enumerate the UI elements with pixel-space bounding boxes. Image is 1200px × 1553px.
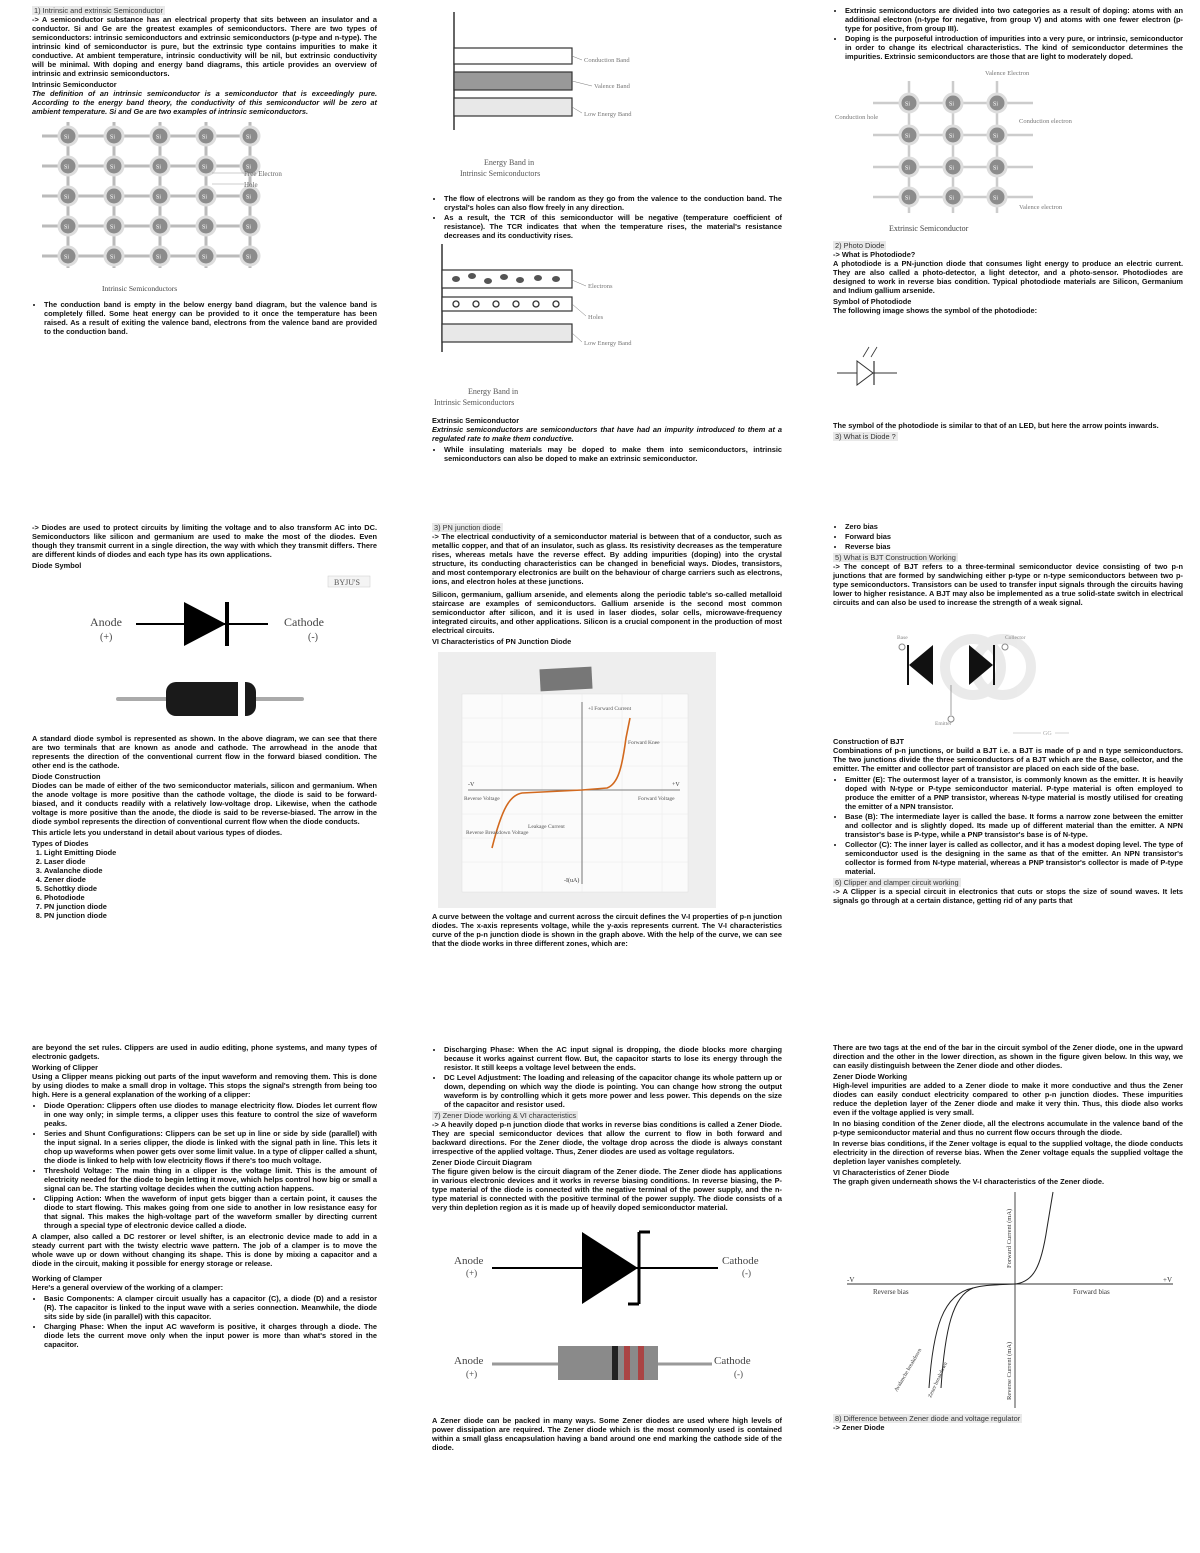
atom-label: Si (993, 101, 999, 108)
paragraph: A curve between the voltage and current across the circuit defines the V-I properties of p-n junction diodes. The x-axis represents voltage, while the y-axis represents current. The V-I characteristics curve of the p-n junction diode is shown in the graph above. With the help of the curve, we can see that the diode works in three different zones, which are: (432, 912, 782, 948)
paragraph: In reverse bias conditions, if the Zener voltage is equal to the supplied voltage, the diode conducts electricity in the direction of reverse bias. When the Zener voltage equals the supplied voltage the depletion layer vanishes completely. (833, 1139, 1183, 1166)
atom-label: Si (246, 194, 252, 201)
paragraph: -> A Clipper is a special circuit in electronics that cuts or stops the size of sound waves. It lets signals go through at a certain distance, getting rid of any parts that (833, 887, 1183, 905)
list-item: • Extrinsic semiconductors are divided into two categories as a result of doping: atoms with an additional electron (n-type for negative, from group V) and atoms with one fewer electron (p-type for positive, from group III). (845, 6, 1183, 33)
list-item: • Series and Shunt Configurations: Clippers can be set up in line or side by side (parallel) with the input signal. In a series clipper, the diode is linked with the signal path in line. This lets it chop up waveforms when power gets over some limit value. In a type of clipper called a shunt, the diode is linked to help with low electricity flows if there's too much voltage. (44, 1129, 377, 1165)
subheading: VI Characteristics of PN Junction Diode (432, 637, 572, 646)
paragraph: A standard diode symbol is represented as shown. In the above diagram, we can see that there are two terminals that are known as anode and cathode. The arrowhead in the anode that represents the direction of the conventional current flow in the forward biased condition. The other end is the cathode. (32, 734, 377, 770)
atom-label: Si (156, 134, 162, 141)
section-heading-bjt: 5) What is BJT Construction Working (835, 553, 956, 562)
subheading: -> Zener Diode (833, 1423, 885, 1432)
list-item: • Diode Operation: Clippers often use diodes to manage electricity flow. Diodes let current flow in one way only; in simple terms, a clipper uses this feature to control the size of waveform peaks. (44, 1101, 377, 1128)
forward-current-label: Forward Current (mA) (1006, 1208, 1013, 1268)
anode-sign: (+) (466, 1268, 478, 1278)
list-item: 2. Laser diode (44, 857, 377, 866)
paragraph: A Zener diode can be packed in many ways. Some Zener diodes are used where high levels of power dissipation are required. The Zener diode which is the most commonly used is contained within a small glass encapsulation having a band around one end marking the cathode side of the diode. (432, 1416, 782, 1452)
figure-caption: Intrinsic Semiconductors (460, 169, 541, 178)
pn-vi-characteristics-figure (432, 648, 782, 910)
list-item: 5. Schottky diode (44, 884, 377, 893)
bullet-list (44, 1294, 377, 1349)
emitter-junction-icon (909, 645, 933, 685)
list-item: • Basic Components: A clamper circuit usually has a capacitor (C), a diode (D) and a resistor (R). The capacitor is linked to the input wave with a series connection. Meanwhile, the diode sits side by side (in parallel) with this capacitor. (44, 1294, 377, 1321)
bullet-list (444, 1045, 782, 1109)
forward-knee-label: Forward Knee (628, 740, 660, 746)
paragraph: Here's a general overview of the working of a clamper: (32, 1283, 224, 1292)
paragraph: A photodiode is a PN-junction diode that consumes light energy to produce an electric current. They are also called a photo-detector, a light detector, and a photo-sensor. Photodiodes are designed to work in reverse bias condition. Typical photodiode materials are Silicon, Germanium and Indium gallium arsenide. (833, 259, 1183, 295)
reverse-current-label: Reverse Current (mA) (1006, 1341, 1013, 1400)
bullet-list (44, 300, 377, 336)
diode-types-list (44, 848, 377, 920)
section-heading-intrinsic-extrinsic: 1) Intrinsic and extrinsic Semiconductor (34, 6, 163, 15)
atom-label: Si (202, 224, 208, 231)
plus-v-label: +V (672, 782, 680, 788)
emitter-label: Emitter (935, 721, 952, 727)
paragraph: are beyond the set rules. Clippers are used in audio editing, phone systems, and many types of electronic gadgets. (32, 1043, 377, 1061)
list-item: • Forward bias (845, 532, 1183, 541)
section-heading-zener: 7) Zener Diode working & VI characteristics (434, 1111, 577, 1120)
atom-label: Si (110, 194, 116, 201)
paragraph: The symbol of the photodiode is similar to that of an LED, but here the arrow points inwards. (833, 421, 1159, 430)
forward-voltage-label: Forward Voltage (638, 796, 675, 802)
column-1-section-diodes (32, 523, 377, 920)
list-item: 1. Light Emitting Diode (44, 848, 377, 857)
conduction-hole-label: Conduction hole (835, 114, 879, 121)
diode-symbol-figure (32, 572, 377, 732)
cathode-label: Cathode (722, 1255, 759, 1267)
subheading: Construction of BJT (833, 737, 905, 746)
conduction-electron-label: Conduction electron (1019, 118, 1072, 125)
zener-breakdown-label: Zener breakdown (927, 1361, 950, 1399)
atom-label: Si (64, 194, 70, 201)
paragraph: Extrinsic semiconductors are semiconductors that have had an impurity introduced to them at a regulated rate to make them conductive. (432, 425, 782, 443)
bullet-list (444, 194, 782, 240)
conduction-band-label: Conduction Band (584, 57, 630, 64)
atom-label: Si (64, 254, 70, 261)
cathode-label: Cathode (714, 1355, 751, 1367)
paragraph: -> A heavily doped p-n junction diode that works in reverse bias conditions is called a Zener Diode. They are special semiconductor devices that allow the current to flow in both forward and backward directions. For the Zener diode, the voltage drop across the diode is always constant irrespective of the applied voltage. Thus, Zener diodes are used as voltage regulators. (432, 1120, 782, 1156)
list-item: • The conduction band is empty in the below energy band diagram, but the valence band is completely filled. Some heat energy can be provided to it once the temperature has been raised. As a result of exiting the valence band, electrons from the valence band are provided to the conduction band. (44, 300, 377, 336)
column-1-section-clipper (32, 1043, 377, 1351)
diode-arrow-icon (184, 602, 226, 646)
list-item: • Zero bias (845, 522, 1183, 531)
reverse-voltage-label: Reverse Voltage (464, 796, 500, 802)
anode-sign: (+) (466, 1369, 478, 1379)
forward-current-label: +I Forward Current (588, 706, 632, 712)
anode-label: Anode (454, 1255, 484, 1267)
subheading: Zener Diode Circuit Diagram (432, 1158, 532, 1167)
list-item: • Charging Phase: When the input AC waveform is positive, it charges through a diode. The diode lets the current move only when the input power is more than what's stored in the capacitor. (44, 1322, 377, 1349)
atom-label: Si (905, 101, 911, 108)
atom-label: Si (156, 194, 162, 201)
atom-label: Si (202, 194, 208, 201)
list-item: • Emitter (E): The outermost layer of a transistor, is commonly known as the emitter. It is heavily doped with N-type or P-type semiconductor material. P-type material is often employed to produce the emitter of a PNP transistor, whereas N-type material is mostly utilised for creating the emitter of a NPN transistor. (845, 775, 1183, 811)
subheading: Working of Clipper (32, 1063, 98, 1072)
atom-label: Si (905, 133, 911, 140)
paragraph: -> A semiconductor substance has an electrical property that sits between an insulator and a conductor. Si and Ge are the greatest examples of semiconductors. There are two types of semiconductors: intrinsic semiconductors and extrinsic semiconductors (p-type and n-type). The intrinsic kind of semiconductor is pure, but the extrinsic type contains impurities to make it conductive. At ambient temperature, intrinsic conductivity will be nil, but extrinsic conductivity will be minimal. With doping and energy band diagrams, this article provides an overview of intrinsic and extrinsic semiconductors. (32, 15, 377, 78)
list-item: • The flow of electrons will be random as they go from the valence to the conduction band. The crystal's holes can also flow freely in any direction. (444, 194, 782, 212)
figure-caption: Energy Band in (484, 158, 535, 167)
paragraph: A clamper, also called a DC restorer or level shifter, is an electronic device made to add in a steady current part with the twisty electric wave pattern. The job of a clamper is to move the whole wave up or down without changing its shape. This is done by mixing a capacitor and a diode in the circuit, making it possible for energy storage or release. (32, 1232, 377, 1268)
atom-label: Si (110, 254, 116, 261)
column-3-section-zener (833, 1043, 1183, 1432)
photodiode-icon (857, 361, 873, 385)
paragraph: The definition of an intrinsic semiconductor is a semiconductor that is exceedingly pure. According to the energy band theory, the conductivity of this semiconductor will be zero at ambient temperature. Si and Ge are two examples of intrinsic semiconductors. (32, 89, 377, 116)
atom-label: Si (993, 195, 999, 202)
list-item: 7. PN junction diode (44, 902, 377, 911)
list-item: • Threshold Voltage: The main thing in a clipper is the voltage limit. This is the amount of electricity needed for the diode to begin letting it move, which helps control how big or small a signal can be. The starting voltage decides when the cutting action happens. (44, 1166, 377, 1193)
paragraph: -> The electrical conductivity of a semiconductor material is between that of a conductor, such as metallic copper, and that of an insulator, such as glass. Its resistivity decreases as the temperature rises, whereas metals have the reverse effect. By adding impurities (doping) into the crystal structure, its conducting characteristics can be changed in beneficial ways. Diodes, transistors, and most contemporary electronics are built on the behaviour of charge carriers such as electrons, ions, and electron holes at these junctions. (432, 532, 782, 586)
reverse-breakdown-label: Reverse Breakdown Voltage (466, 830, 529, 836)
gg-logo: GG (1043, 731, 1052, 735)
anode-label: Anode (454, 1355, 484, 1367)
column-2 (432, 8, 782, 465)
valence-band-label: Valence Band (594, 83, 630, 90)
minus-v-label: -V (468, 782, 475, 788)
atom-label: Si (949, 165, 955, 172)
bullet-list (44, 1101, 377, 1230)
bias-list (845, 522, 1183, 551)
column-2-section-zener (432, 1043, 782, 1454)
paragraph: The graph given underneath shows the V-I characteristics of the Zener diode. (833, 1177, 1105, 1186)
subheading: Zener Diode Working (833, 1072, 908, 1081)
figure-caption: Extrinsic Semiconductor (889, 224, 969, 233)
list-item: • While insulating materials may be doped to make them into semiconductors, intrinsic semiconductors can also be doped to make an extrinsic semiconductor. (444, 445, 782, 463)
subheading: Extrinsic Semiconductor (432, 416, 520, 425)
atom-label: Si (246, 224, 252, 231)
bullet-list (845, 775, 1183, 876)
subheading: Diode Construction (32, 772, 101, 781)
cathode-sign: (-) (742, 1268, 751, 1278)
low-energy-band-label: Low Energy Band (584, 111, 632, 118)
atom-label: Si (246, 164, 252, 171)
paragraph: This article lets you understand in detail about various types of diodes. (32, 828, 283, 837)
atom-label: Si (949, 101, 955, 108)
atom-label: Si (905, 165, 911, 172)
list-item: • DC Level Adjustment: The loading and releasing of the capacitor change its whole pattern up or down, depending on which way the diode is pointing. You can change how strong the output waveform is by controlling which it gets more power and less power. This depends on the size of the capacitor and resistor used. (444, 1073, 782, 1109)
paragraph: The figure given below is the circuit diagram of the Zener diode. The Zener diode has applications in various electronic devices and it works in reverse biasing conditions. In reverse biasing, the P-type material of the diode is connected with the negative terminal of the power supply, and the n-type material is connected with the positive terminal of the power supply. The diode consists of a very thin depletion region as it is made up of heavily doped semiconductor material. (432, 1167, 782, 1212)
anode-label: Anode (90, 615, 122, 629)
minus-v-label: -V (847, 1276, 855, 1284)
atom-label: Si (949, 133, 955, 140)
list-item: • Doping is the purposeful introduction of impurities into a very pure, or intrinsic, semiconductor in order to change its electrical characteristics. The kind of semiconductor determines the impurities. Extrinsic semiconductors are those that are light to moderately doped. (845, 34, 1183, 61)
bullet-list (444, 445, 782, 463)
column-1 (32, 6, 377, 338)
subheading: Intrinsic Semiconductor (32, 80, 117, 89)
forward-bias-label: Forward bias (1073, 1288, 1110, 1296)
anode-sign: (+) (100, 632, 113, 643)
energy-band-intrinsic-figure (432, 242, 732, 414)
list-item: • Clipping Action: When the waveform of input gets bigger than a certain point, it causes the diode to start flowing. This makes going from one side to another in low resistance easy for that signal. This makes the high-voltage part of the waveform smaller by directing current through a special type of electronic device called a diode. (44, 1194, 377, 1230)
atom-label: Si (949, 195, 955, 202)
free-electron-label: Free Electron (244, 170, 282, 178)
atom-label: Si (110, 134, 116, 141)
zener-diode-figure (432, 1214, 782, 1414)
hole-label: Hole (244, 181, 258, 189)
list-item: • Discharging Phase: When the AC input signal is dropping, the diode blocks more charging because it works against current flow. But, the capacitor starts to lose its energy through the resistor. It still keeps a voltage level between the ends. (444, 1045, 782, 1072)
collector-label: Collector (1005, 635, 1026, 641)
paragraph: The following image shows the symbol of the photodiode: (833, 306, 1038, 315)
atom-label: Si (993, 133, 999, 140)
paragraph: Diodes can be made of either of the two semiconductor materials, silicon and germanium. When the anode voltage is more positive than the cathode voltage, the diode is said to be forward-biased, and it conducts readily with a relatively low-voltage drop. Likewise, when the cathode voltage is more positive than the anode, the diode is said to be reverse-biased. The arrow in the diode symbol represents the direction of conventional current flow when the diode conducts. (32, 781, 377, 826)
atom-label: Si (64, 134, 70, 141)
extrinsic-semiconductor-figure (833, 63, 1113, 239)
list-item: • As a result, the TCR of this semiconductor will be negative (temperature coefficient of resistance). The TCR indicates that when the temperature rises, the material's resistance decreases and its conductivity rises. (444, 213, 782, 240)
list-item: 6. Photodiode (44, 893, 377, 902)
atom-label: Si (246, 254, 252, 261)
paragraph: Silicon, germanium, gallium arsenide, and elements along the periodic table's so-called metalloid staircase are examples of semiconductors. Gallium arsenide is the second most common semiconductor after silicon, and it is used in laser diodes, solar cells, microwave-frequency integrated circuits, and other applications. Silicon is a crucial component in the production of most electrical circuits. (432, 590, 782, 635)
atom-label: Si (110, 164, 116, 171)
section-heading-difference: 8) Difference between Zener diode and voltage regulator (835, 1414, 1021, 1423)
atom-label: Si (64, 224, 70, 231)
atom-label: Si (156, 224, 162, 231)
paragraph: There are two tags at the end of the bar in the circuit symbol of the Zener diode, one in the upward direction and the other in the lower direction, as shown in the figure given below. In this way, we can easily distinguish between the Zener diode and other diodes. (833, 1043, 1183, 1070)
reverse-bias-label: Reverse bias (873, 1288, 909, 1296)
photodiode-symbol-figure (833, 317, 953, 413)
list-item: 3. Avalanche diode (44, 866, 377, 875)
list-item: 8. PN junction diode (44, 911, 377, 920)
atom-label: Si (202, 254, 208, 261)
section-heading-clipper: 6) Clipper and clamper circuit working (835, 878, 959, 887)
paragraph: Combinations of p-n junctions, or build a BJT i.e. a BJT is made of p and n type semiconductors. The two junctions divide the three semiconductors of a BJT which are the Base, collector, and the emitter. The emitter and collector part of transistor are placed on each side of the base. (833, 746, 1183, 773)
atom-label: Si (156, 164, 162, 171)
figure-caption: Energy Band in (468, 387, 519, 396)
avalanche-breakdown-label: Avalanche breakdown (893, 1347, 924, 1393)
section-heading-diode: 3) What is Diode ? (835, 432, 896, 441)
low-energy-band-label: Low Energy Band (584, 340, 632, 347)
section-heading-photodiode: 2) Photo Diode (835, 241, 885, 250)
atom-label: Si (202, 134, 208, 141)
atom-label: Si (905, 195, 911, 202)
holes-label: Holes (588, 314, 604, 321)
atom-label: Si (246, 134, 252, 141)
subheading: Symbol of Photodiode (833, 297, 912, 306)
atom-label: Si (110, 224, 116, 231)
list-item: • Reverse bias (845, 542, 1183, 551)
atom-label: Si (156, 254, 162, 261)
plus-v-label: +V (1163, 1276, 1173, 1284)
minus-i-label: -I(uA) (564, 878, 580, 884)
paragraph: High-level impurities are added to a Zener diode to make it more conductive and thus the Zener diodes can easily conduct electricity compared to other p-n junction diodes. These impurities reduce the depletion layer of the Zener diode and make it very thin. Thus, this diode also works even if the voltage applied is very small. (833, 1081, 1183, 1117)
figure-caption: Intrinsic Semiconductors (434, 398, 515, 407)
zener-arrow-icon (582, 1232, 638, 1304)
column-2-section-pn (432, 523, 782, 950)
subheading: Types of Diodes (32, 839, 89, 848)
figure-caption: Intrinsic Semiconductors (102, 284, 178, 293)
zener-vi-characteristics-figure (833, 1188, 1183, 1412)
cathode-sign: (-) (734, 1369, 743, 1379)
atom-label: Si (64, 164, 70, 171)
subheading: VI Characteristics of Zener Diode (833, 1168, 950, 1177)
column-3-section-bjt (833, 522, 1183, 907)
cathode-sign: (-) (308, 632, 318, 643)
intrinsic-semiconductor-lattice-figure (32, 118, 302, 298)
list-item: • Base (B): The intermediate layer is called the base. It forms a narrow zone between the emitter and collector and is slightly doped. Its made up of different material than the emitter. A NPN transistor's base is P-type, while a PNP transistor's base is of N-type. (845, 812, 1183, 839)
atom-label: Si (993, 165, 999, 172)
subheading: Working of Clamper (32, 1274, 103, 1283)
byjus-logo: BYJU'S (334, 578, 360, 587)
electrons-label: Electrons (588, 283, 613, 290)
column-3 (833, 6, 1183, 441)
base-label: Base (897, 635, 908, 641)
subheading: Diode Symbol (32, 561, 82, 570)
list-item: 4. Zener diode (44, 875, 377, 884)
paragraph: -> Diodes are used to protect circuits by limiting the voltage and to also transform AC into DC. Semiconductors like silicon and germanium are used to make the most of the diodes. Even though they transmit current in a single direction, the way with which they transmit differs. There are different kinds of diodes and each type has its own applications. (32, 523, 377, 559)
paragraph: Using a Clipper means picking out parts of the input waveform and removing them. This is done by using diodes to make a small drop in voltage. This stops the signal's strength from being too high. Here is a general explanation of the working of a clipper: (32, 1072, 377, 1099)
paragraph: In no biasing condition of the Zener diode, all the electrons accumulate in the valence band of the p-type semiconductor material and thus no current flow occurs through the diode. (833, 1119, 1183, 1137)
section-heading-pn-junction: 3) PN junction diode (434, 523, 501, 532)
paragraph: -> The concept of BJT refers to a three-terminal semiconductor device consisting of two p-n junctions that are formed by sandwiching either p-type or n-type semiconductors between two p-type semiconductors. Transistors can be used to transfer input signals through the circuits having lower to higher resistance. A BJT may also be implemented as a true solid-state switch in electrical circuits and can also be used to increase the strength of a weak signal. (833, 562, 1183, 607)
subheading: -> What is Photodiode? (833, 250, 916, 259)
valence-electron-label: Valence electron (1019, 204, 1063, 211)
cathode-label: Cathode (284, 615, 324, 629)
energy-band-figure (432, 10, 732, 188)
leakage-current-label: Leakage Current (528, 824, 565, 830)
atom-label: Si (202, 164, 208, 171)
valence-electron-label: Valence Electron (985, 70, 1030, 77)
list-item: • Collector (C): The inner layer is called as collector, and it has a modest doping level. The type of semiconductor used is the designing in the same as that of the emitter. An NPN transistor's collector is formed from N-type material, whereas a PNP transistor's collector is made of P-type material. (845, 840, 1183, 876)
bjt-figure (833, 609, 1183, 735)
bullet-list (845, 6, 1183, 61)
